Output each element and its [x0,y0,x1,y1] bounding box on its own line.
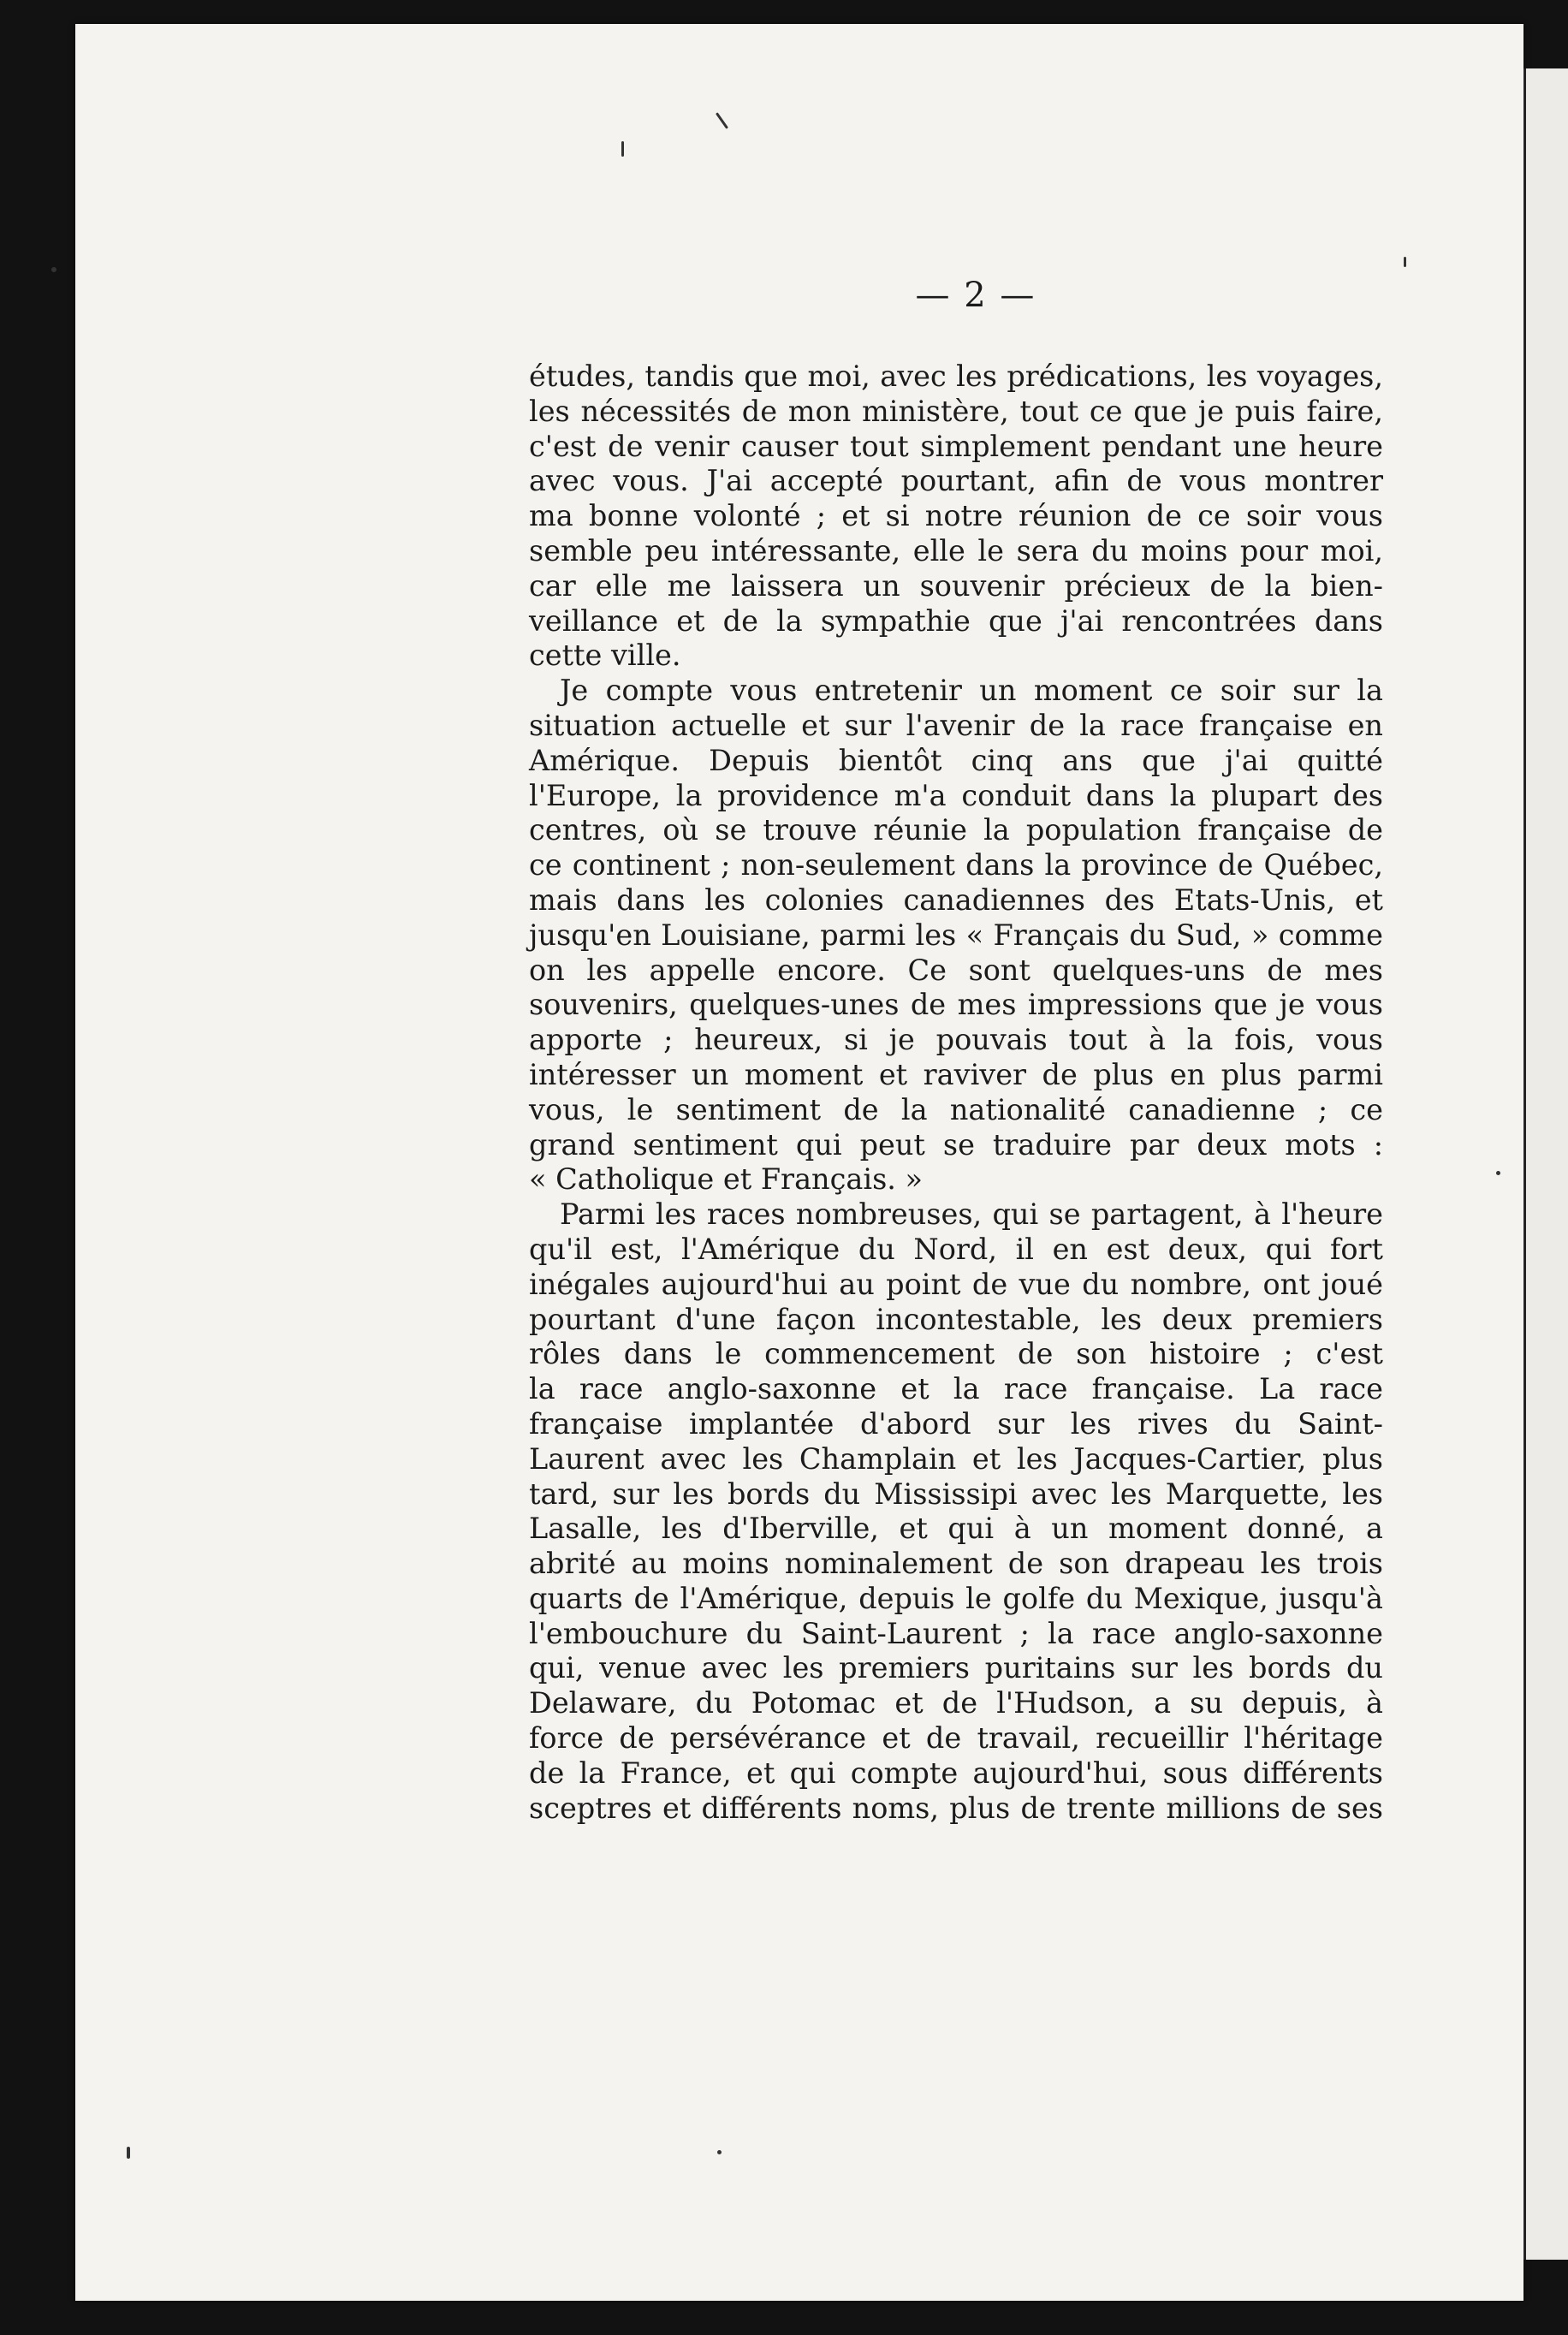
page-number: — 2 — [915,276,1036,315]
text-line: qui, venue avec les premiers puritains sur les bords du [529,1651,1383,1685]
text-line: française implantée d'abord sur les rives du Saint- [529,1406,1383,1441]
text-line: apporte ; heureux, si je pouvais tout à la fois, vous [529,1023,1383,1057]
text-line: Laurent avec les Champlain et les Jacques-Cartier, plus [529,1441,1383,1476]
text-line: semble peu intéressante, elle le sera du moins pour moi, [529,533,1383,567]
text-line: car elle me laissera un souvenir précieux de la bien- [529,568,1383,603]
text-line: mais dans les colonies canadiennes des Etats-Unis, et [529,882,1383,917]
text-line: de la France, et qui compte aujourd'hui, sous différents [529,1756,1383,1790]
text-line: avec vous. J'ai accepté pourtant, afin de vous montrer [529,464,1383,498]
text-line: force de persévérance et de travail, recueillir l'héritage [529,1721,1383,1756]
text-line: abrité au moins nominalement de son drapeau les trois [529,1547,1383,1581]
text-line: souvenirs, quelques-unes de mes impressions que je vous [529,988,1383,1022]
text-line: c'est de venir causer tout simplement pendant une heure [529,429,1383,463]
body-text [529,359,1383,1826]
text-line: Amérique. Depuis bientôt cinq ans que j'ai quitté [529,743,1383,777]
text-line: qu'il est, l'Amérique du Nord, il en est deux, qui fort [529,1232,1383,1266]
text-line: la race anglo-saxonne et la race française. La race [529,1372,1383,1406]
text-line: inégales aujourd'hui au point de vue du nombre, ont joué [529,1267,1383,1301]
scan-speck [1404,257,1406,267]
text-line: Lasalle, les d'Iberville, et qui à un moment donné, a [529,1512,1383,1546]
text-line: grand sentiment qui peut se traduire par deux mots : [529,1127,1383,1162]
text-line: Parmi les races nombreuses, qui se partagent, à l'heure [560,1197,1383,1232]
text-line: sceptres et différents noms, plus de trente millions de ses [529,1791,1383,1825]
text-line: centres, où se trouve réunie la population française de [529,813,1383,847]
scan-speck [717,2150,722,2154]
text-line: vous, le sentiment de la nationalité canadienne ; ce [529,1092,1383,1126]
text-line: ma bonne volonté ; et si notre réunion de ce soir vous [529,499,1383,533]
text-line: situation actuelle et sur l'avenir de la race française en [529,708,1383,742]
text-line: quarts de l'Amérique, depuis le golfe du Mexique, jusqu'à [529,1581,1383,1615]
text-line: veillance et de la sympathie que j'ai rencontrées dans [529,603,1383,638]
text-line: rôles dans le commencement de son histoire ; c'est [529,1337,1383,1371]
text-line: les nécessités de mon ministère, tout ce que je puis faire, [529,394,1383,428]
text-line: l'embouchure du Saint-Laurent ; la race anglo-saxonne [529,1616,1383,1650]
text-line: intéresser un moment et raviver de plus en plus parmi [529,1057,1383,1091]
text-line: ce continent ; non-seulement dans la province de Québec, [529,848,1383,882]
text-line: on les appelle encore. Ce sont quelques-uns de mes [529,953,1383,987]
text-line: tard, sur les bords du Mississipi avec les Marquette, les [529,1476,1383,1511]
scan-speck [1496,1171,1500,1175]
text-line: l'Europe, la providence m'a conduit dans la plupart des [529,778,1383,812]
adjacent-page-edge [1523,68,1568,2260]
scan-speck [127,2147,130,2159]
scan-speck [51,267,56,272]
text-line: jusqu'en Louisiane, parmi les « Français du Sud, » comme [529,918,1383,952]
text-line: cette ville. [529,639,681,673]
text-line: Delaware, du Potomac et de l'Hudson, a su depuis, à [529,1686,1383,1720]
scan-speck [621,141,624,157]
text-line: Je compte vous entretenir un moment ce soir sur la [560,674,1383,708]
text-line: « Catholique et Français. » [529,1162,924,1197]
text-line: pourtant d'une façon incontestable, les deux premiers [529,1302,1383,1336]
text-line: études, tandis que moi, avec les prédications, les voyages, [529,359,1383,393]
